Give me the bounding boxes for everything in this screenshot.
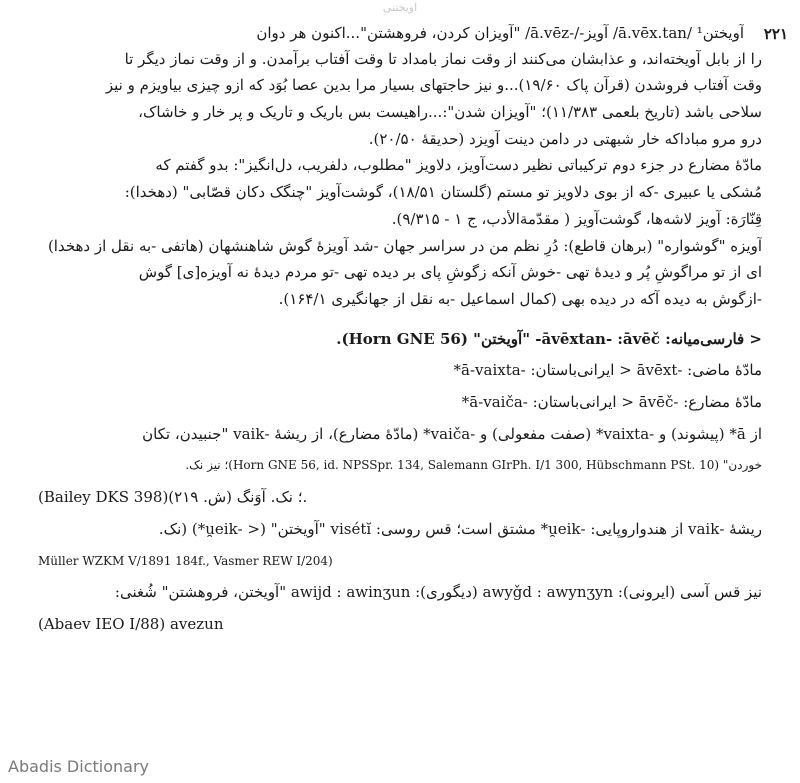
text-line: آویزه "گوشواره" (برهان قاطع): دُرِ نظم من در سراسر جهان -شد آویزهٔ گوش شاهنشهان (هاتفی -به نقل از دهخدا) (47, 237, 762, 255)
entry-headword-line: آویختن¹ /ā.vēx.tan/ آویز-/-ā.vēz/ "آویزان کردن، فروهشتن"...اکنون هر دوان (256, 24, 744, 42)
text-line: وقت آفتاب فروشدن (قرآن پاک ۱۹/۶۰)...و نیز حاجتهای بسیار مرا بدین عصا بُوَد که ازو چیزی بیاویزم و نیز (105, 76, 762, 94)
reference-line: خوردن" (Horn GNE 56, id. NPSSpr. 134, Salemann GIrPh. I/1 300, Hübschmann PSt. 10)؛ نیز نک. (185, 458, 762, 472)
watermark-text: اویختنی (382, 1, 418, 14)
text-line: ای از تو مراگوشِ پُر و دیدهٔ تهی -خوش آنکه زگوشِ پای بر دیده تهی -تو مردم دیدهٔ نه آویزه[ی] گوش (138, 263, 762, 281)
page-number: ۲۲۱ (763, 25, 788, 43)
etymology-line: نیز قس آسی (ایرونی): awyǧd : awynʒyn (دیگوری): awijd : awinʒun "آویختن، فروهشتن" شُغنی: (114, 583, 762, 601)
text-line: قِنّارَة: آویز لاشه‌ها، گوشت‌آویز ( مقدّمةالأدب، ج ۱ - ۹/۳۱۵). (391, 210, 762, 228)
text-line: -ازگوش به دیده آکه در دیده بهی (کمال اسماعیل -به نقل از جهانگیری ۱۶۴/۱). (278, 290, 762, 308)
reference-line: (Bailey DKS 398)؛ نک. آوَنگ (ش. ۲۱۹). (38, 488, 308, 506)
etymology-line: ریشهٔ -vaik از هندواروپایی: -u̯eik* مشتق است؛ قس روسی: visétĭ "آویختن" (< -u̯eik*) (نک. (158, 520, 762, 538)
etymology-line: مادّهٔ مضارع: -āvēč < ایرانی‌باستان: -ā-vaiča* (461, 393, 762, 411)
reference-line: (Abaev IEO I/88) avezun (38, 615, 224, 633)
etymology-line: < فارسی‌میانه: āvēxtan- :āvēč- "آویختن" (Horn GNE 56). (336, 330, 762, 348)
site-watermark: Abadis Dictionary (8, 757, 149, 776)
text-line: را از بابل آویخته‌اند، و عذابشان می‌کنند از وقت نماز بامداد تا وقت آفتاب برآمدن. و از وقت نماز دیگر تا (124, 50, 762, 68)
text-line: سلاحی باشد (تاریخ بلعمی ۱۱/۳۸۳)؛ "آویزان شدن":...راهیست بس باریک و تاریک و پر خار و خاشاک، (138, 103, 762, 121)
text-line: درو مرو مباداکه خار شبهتی در دامن دینت آویزد (حدیقهٔ ۲۰/۵۰). (368, 130, 762, 148)
text-line: مُشکی یا عبیری -که از بوی دلاویز تو مستم (گلستان ۱۸/۵۱)، گوشت‌آویز "چنگک دکان قصّابی" (دهخدا): (124, 183, 762, 201)
etymology-line: از ā* (پیشوند) و -vaixta* (صفت مفعولی) و -vaiča* (مادّهٔ مضارع)، از ریشهٔ -vaik "جنبیدن، تکان (142, 425, 762, 443)
text-line: مادّهٔ مضارع در جزء دوم ترکیباتی نظیر دست‌آویز، دلاویز "مطلوب، دلفریب، دل‌انگیز": بدو گفتم که (155, 156, 762, 174)
reference-line: Müller WZKM V/1891 184f., Vasmer REW I/204) (38, 554, 333, 568)
etymology-line: مادّهٔ ماضی: -āvēxt < ایرانی‌باستان: -ā-vaixta* (453, 361, 762, 379)
